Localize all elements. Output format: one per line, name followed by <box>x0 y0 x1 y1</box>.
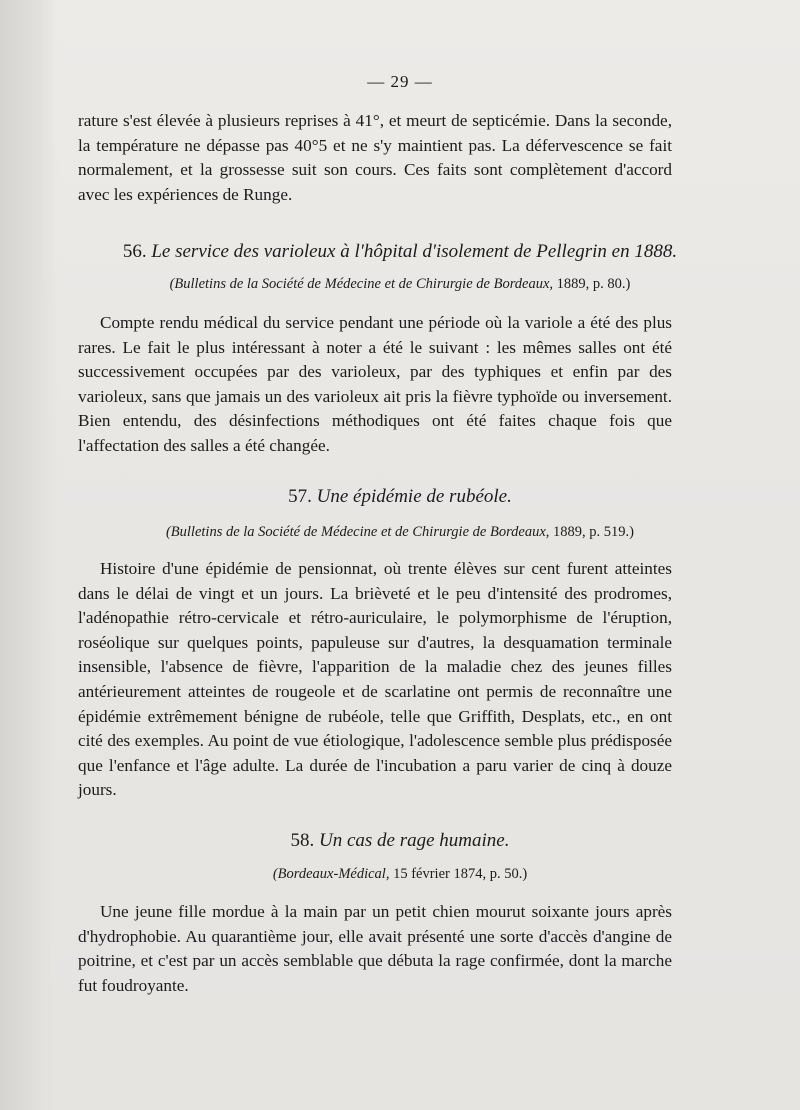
intro-paragraph-text: rature s'est élevée à plusieurs reprises à 41°, et meurt de septicémie. Dans la seconde, la température ne dépasse pas 40°5 et ne s'y maintient pas. La défervescence se fait normalement, et la grossesse suit son cours. Ces faits sont complètement d'accord avec les expériences de Runge. <box>78 111 672 204</box>
section-58-source-journal: (Bordeaux-Médical, <box>272 866 390 882</box>
section-57-title: Une épidémie de rubéole. <box>316 486 512 507</box>
section-58-source <box>0 866 800 883</box>
section-57-heading <box>0 486 800 508</box>
section-58-title: Un cas de rage humaine. <box>319 830 510 851</box>
section-57-source <box>0 524 800 541</box>
section-57-body-text: Histoire d'une épidémie de pensionnat, où trente élèves sur cent furent atteintes dans le délai de vingt et un jours. La brièveté et le peu d'intensité des prodromes, l'adénopathie rétro-cervicale et rétro-auriculaire, le polymorphisme de l'éruption, roséolique sur quelques points, papuleuse sur d'autres, la desquamation terminale insensible, l'absence de fièvre, l'apparition de la maladie chez des jeunes filles antérieurement atteintes de rougeole et de scarlatine ont permis de reconnaître une épidémie extrêmement bénigne de rubéole, telle que Griffith, Desplats, etc., en ont cité des exemples. Au point de vue étiologique, l'adolescence semble plus prédisposée que l'enfance et l'âge adulte. La durée de l'incubation a paru varier de cinq à douze jours. <box>78 559 672 800</box>
page-number: — 29 — <box>367 72 433 91</box>
section-56-body <box>78 311 672 459</box>
page-gutter-shadow <box>0 0 58 1110</box>
section-56-heading <box>0 241 800 263</box>
section-58-body-text: Une jeune fille mordue à la main par un petit chien mourut soixante jours après d'hydrophobie. Au quarantième jour, elle avait présenté une sorte d'accès d'angine de poitrine, et c'est par un accès semblable que débuta la rage confirmée, dont la marche fut foudroyante. <box>78 902 672 995</box>
section-58-heading <box>0 830 800 852</box>
section-58-source-details: 15 février 1874, p. 50.) <box>393 866 528 882</box>
intro-paragraph <box>78 109 672 207</box>
section-56-number: 56. <box>122 241 147 262</box>
section-58-number: 58. <box>290 830 315 851</box>
section-58-body <box>78 900 672 998</box>
section-57-number: 57. <box>288 486 312 507</box>
section-57-source-details: 1889, p. 519.) <box>553 524 635 540</box>
section-56-title: Le service des varioleux à l'hôpital d'isolement de Pellegrin en 1888. <box>151 241 678 262</box>
section-56-source-journal: (Bulletins de la Société de Médecine et de Chirurgie de Bordeaux, <box>169 276 554 292</box>
section-57-source-journal: (Bulletins de la Société de Médecine et de Chirurgie de Bordeaux, <box>165 524 550 540</box>
section-56-source-details: 1889, p. 80.) <box>556 276 631 292</box>
section-56-body-text: Compte rendu médical du service pendant une période où la variole a été des plus rares. Le fait le plus intéressant à noter a été le suivant : les mêmes salles ont été successivement occupées par des varioleux, par des typhiques et enfin par des varioleux, sans que jamais un des varioleux ait pris la fièvre typhoïde ou inversement. Bien entendu, des désinfections méthodiques ont été faites chaque fois que l'affectation des salles a été changée. <box>78 313 672 455</box>
section-57-body <box>78 557 672 803</box>
section-56-source <box>0 276 800 293</box>
